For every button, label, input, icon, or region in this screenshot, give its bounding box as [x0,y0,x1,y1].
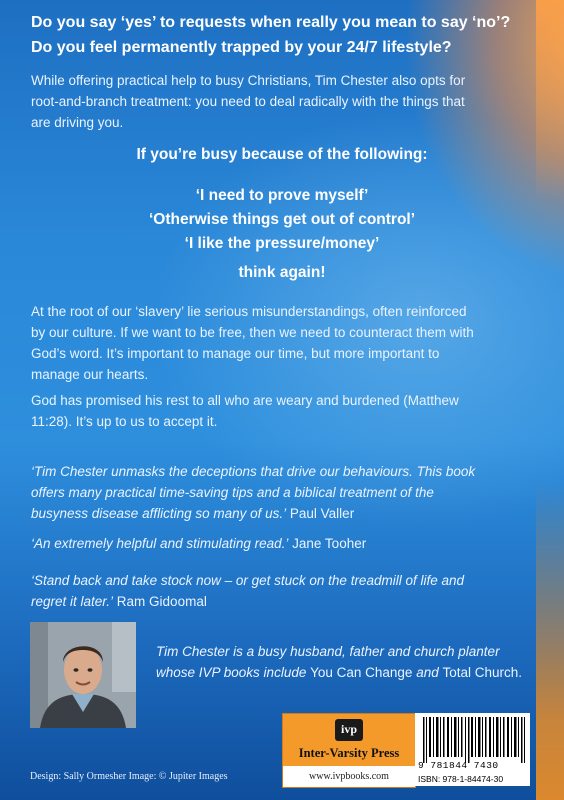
endorsement-quote [31,533,541,554]
reason-item: ‘I like the pressure/money’ [184,235,380,252]
hook-line-2: Do you feel permanently trapped by your 24/7 lifestyle? [31,39,452,56]
think-again: think again! [238,264,326,281]
quote-text: ‘An extremely helpful and stimulating read.’ [31,536,289,551]
publisher-url: www.ivpbooks.com [309,771,389,782]
root-line-4: manage our hearts. [31,367,149,382]
author-bio [156,641,536,683]
reason-item: ‘Otherwise things get out of control’ [148,211,416,228]
orange-edge-band [536,0,564,800]
isbn-barcode [415,713,530,786]
publisher-url-strip [283,766,415,787]
author-portrait-image [30,622,136,728]
barcode-digits: 9 781844 7430 [418,760,499,771]
rest-line-2: 11:28). It’s up to us to accept it. [31,414,218,429]
root-line-3: God’s word. It’s important to manage our time, but more important to [31,346,440,361]
quote-author: Ram Gidoomal [116,594,207,609]
root-line-2: by our culture. If we want to be free, then we need to counteract them with [31,325,474,340]
barcode-icon [415,717,530,763]
publisher-name: Inter-Varsity Press [298,746,400,760]
book-title: Total Church [442,665,519,680]
hook-line-1: Do you say ‘yes’ to requests when really you mean to say ‘no’? [31,14,511,31]
ivp-logo-icon [335,719,363,741]
endorsement-quote [31,461,541,524]
quote-author: Jane Tooher [292,536,367,551]
book-title: You Can Change [310,665,413,680]
root-paragraph [31,301,536,385]
intro-line-1: While offering practical help to busy Christians, Tim Chester also opts for [31,73,466,88]
quote-text: offers many practical time-saving tips and a biblical treatment of the [31,485,434,500]
quote-text: busyness disease afflicting so many of us.’ [31,506,287,521]
intro-line-3: are driving you. [31,115,124,130]
ivp-logo-text: ivp [340,722,357,736]
publisher-logo-box [282,713,416,788]
intro-paragraph [31,70,536,133]
quote-text: regret it later.’ [31,594,114,609]
root-line-1: At the root of our ‘slavery’ lie serious misunderstandings, often reinforced [31,304,467,319]
bio-line-2: whose IVP books include You Can Change and Total Church. [156,665,523,680]
reason-item: ‘I need to prove myself’ [195,187,369,204]
isbn-text: ISBN: 978-1-84474-30 [418,774,504,784]
hook-questions [31,10,510,60]
reasons-list [0,184,564,256]
busy-heading: If you’re busy because of the following: [136,146,428,163]
endorsement-quote [31,570,541,612]
rest-line-1: God has promised his rest to all who are weary and burdened (Matthew [31,393,459,408]
author-photo [30,622,136,728]
quote-text: ‘Stand back and take stock now – or get stuck on the treadmill of life and [31,573,464,588]
bio-line-1: Tim Chester is a busy husband, father and church planter [156,644,500,659]
quote-text: ‘Tim Chester unmasks the deceptions that drive our behaviours. This book [31,464,476,479]
rest-paragraph [31,390,536,432]
intro-line-2: root-and-branch treatment: you need to deal radically with the things that [31,94,465,109]
quote-author: Paul Valler [289,506,355,521]
design-credits: Design: Sally Ormesher Image: © Jupiter Images [30,771,228,782]
